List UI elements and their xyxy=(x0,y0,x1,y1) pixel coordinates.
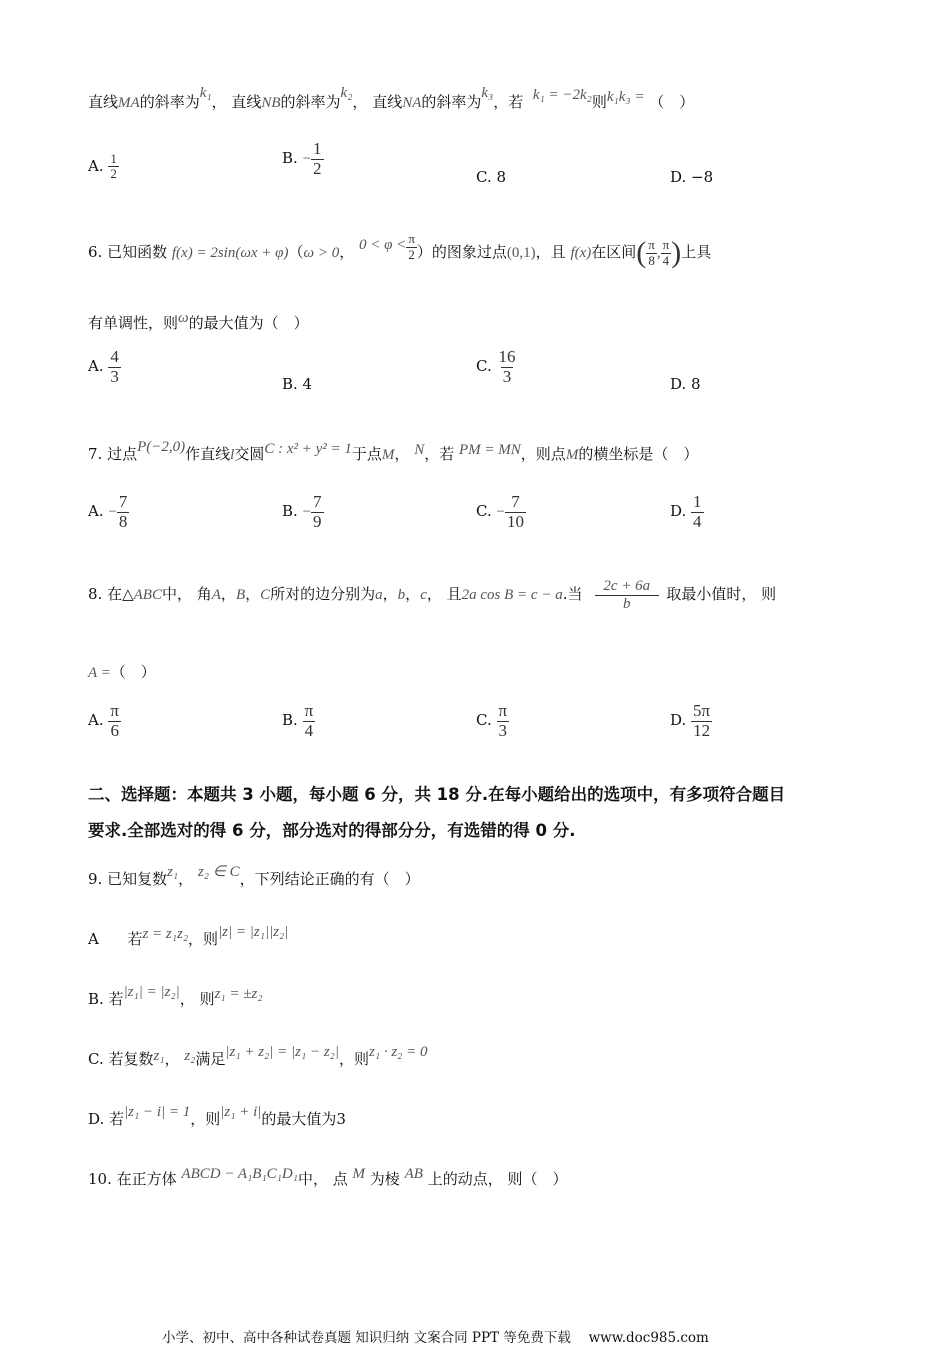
q6-option-c: C. $\frac{16}{3}$ xyxy=(476,347,516,386)
q8-stem: 8. 在△ABC中， 角A，B，C所对的边分别为a，b，c， 且2a cos B = c − a.当 $\frac{2c + 6a}{b}$ 取最小值时， 则 xyxy=(88,578,777,612)
q6-stem-line2: 有单调性，则ω的最大值为（ ） xyxy=(88,310,309,332)
q9-option-c: C. 若复数z₁， z₂满足|z₁ + z₂| = |z₁ − z₂|，则z₁ · z₂ = 0 xyxy=(88,1044,428,1068)
section2-heading-line2: 要求.全部选对的得 6 分，部分选对的得部分分，有选错的得 0 分. xyxy=(88,821,576,840)
q8-stem-line2: A =（ ） xyxy=(88,663,156,681)
fraction: $\frac{1}{2}$ xyxy=(313,139,322,178)
q6-stem-line1: 6. 已知函数 f(x) = 2sin(ωx + φ)（ω > 0， 0 < φ < $\frac{\pi}{2}$ ）的图象过点(0,1)，且 f(x)在区间( $\frac{\pi}{8}$ , $\frac{\pi}{4}$ )上具 xyxy=(88,231,712,269)
q7-option-a: A. − $\frac{7}{8}$ xyxy=(88,492,128,531)
q8-option-c: C. $\frac{\pi}{3}$ xyxy=(476,701,508,740)
fraction: $\frac{1}{2}$ xyxy=(110,151,117,182)
q8-option-b: B. $\frac{\pi}{4}$ xyxy=(282,701,314,740)
q9-option-a: A 若z = z₁z₂，则|z| = |z₁||z₂| xyxy=(88,924,289,948)
q5-option-a: A. $\frac{1}{2}$ xyxy=(88,151,117,182)
q9-option-d: D. 若|z₁ − i| = 1，则|z₁ + i|的最大值为3 xyxy=(88,1104,346,1128)
q6-option-d: D. 8 xyxy=(670,375,701,393)
q6-option-a: A. $\frac{4}{3}$ xyxy=(88,347,119,386)
section2-heading-line1: 二、选择题：本题共 3 小题，每小题 6 分，共 18 分.在每小题给出的选项中，有多项符合题目 xyxy=(88,785,786,804)
q5-option-d: D. −8 xyxy=(670,168,714,186)
q8-option-a: A. $\frac{\pi}{6}$ xyxy=(88,701,119,740)
q8-option-d: D. $\frac{5\pi}{12}$ xyxy=(670,701,711,740)
q6-option-b: B. 4 xyxy=(282,375,313,393)
q9-option-b: B. 若|z₁| = |z₂|， 则z₁ = ±z₂ xyxy=(88,984,263,1008)
q7-option-b: B. − $\frac{7}{9}$ xyxy=(282,492,322,531)
q9-stem: 9. 已知复数z₁， z₂ ∈ C，下列结论正确的有（ ） xyxy=(88,864,420,888)
q5-option-c: C. 8 xyxy=(476,168,507,186)
q10-stem: 10. 在正方体 ABCD − A₁B₁C₁D₁中， 点 M 为棱 AB 上的动点， 则（ ） xyxy=(88,1166,568,1188)
q7-option-c: C. − $\frac{7}{10}$ xyxy=(476,492,524,531)
footer-ad-text: 小学、初中、高中各种试卷真题 知识归纳 文案合同 PPT 等免费下载 www.doc985.com xyxy=(162,1330,709,1346)
q7-stem: 7. 过点P(−2,0)作直线l交圆C : x² + y² = 1于点M， N，若 PM = MN，则点M的横坐标是（ ） xyxy=(88,439,699,463)
q5-stem: 直线MA的斜率为k₁， 直线NB的斜率为k₂， 直线NA的斜率为k₃，若 k₁ = −2k₂则k₁k₃ = （ ） xyxy=(88,85,695,111)
q5-option-b: B. − $\frac{1}{2}$ xyxy=(282,139,322,178)
q7-option-d: D. $\frac{1}{4}$ xyxy=(670,492,702,531)
